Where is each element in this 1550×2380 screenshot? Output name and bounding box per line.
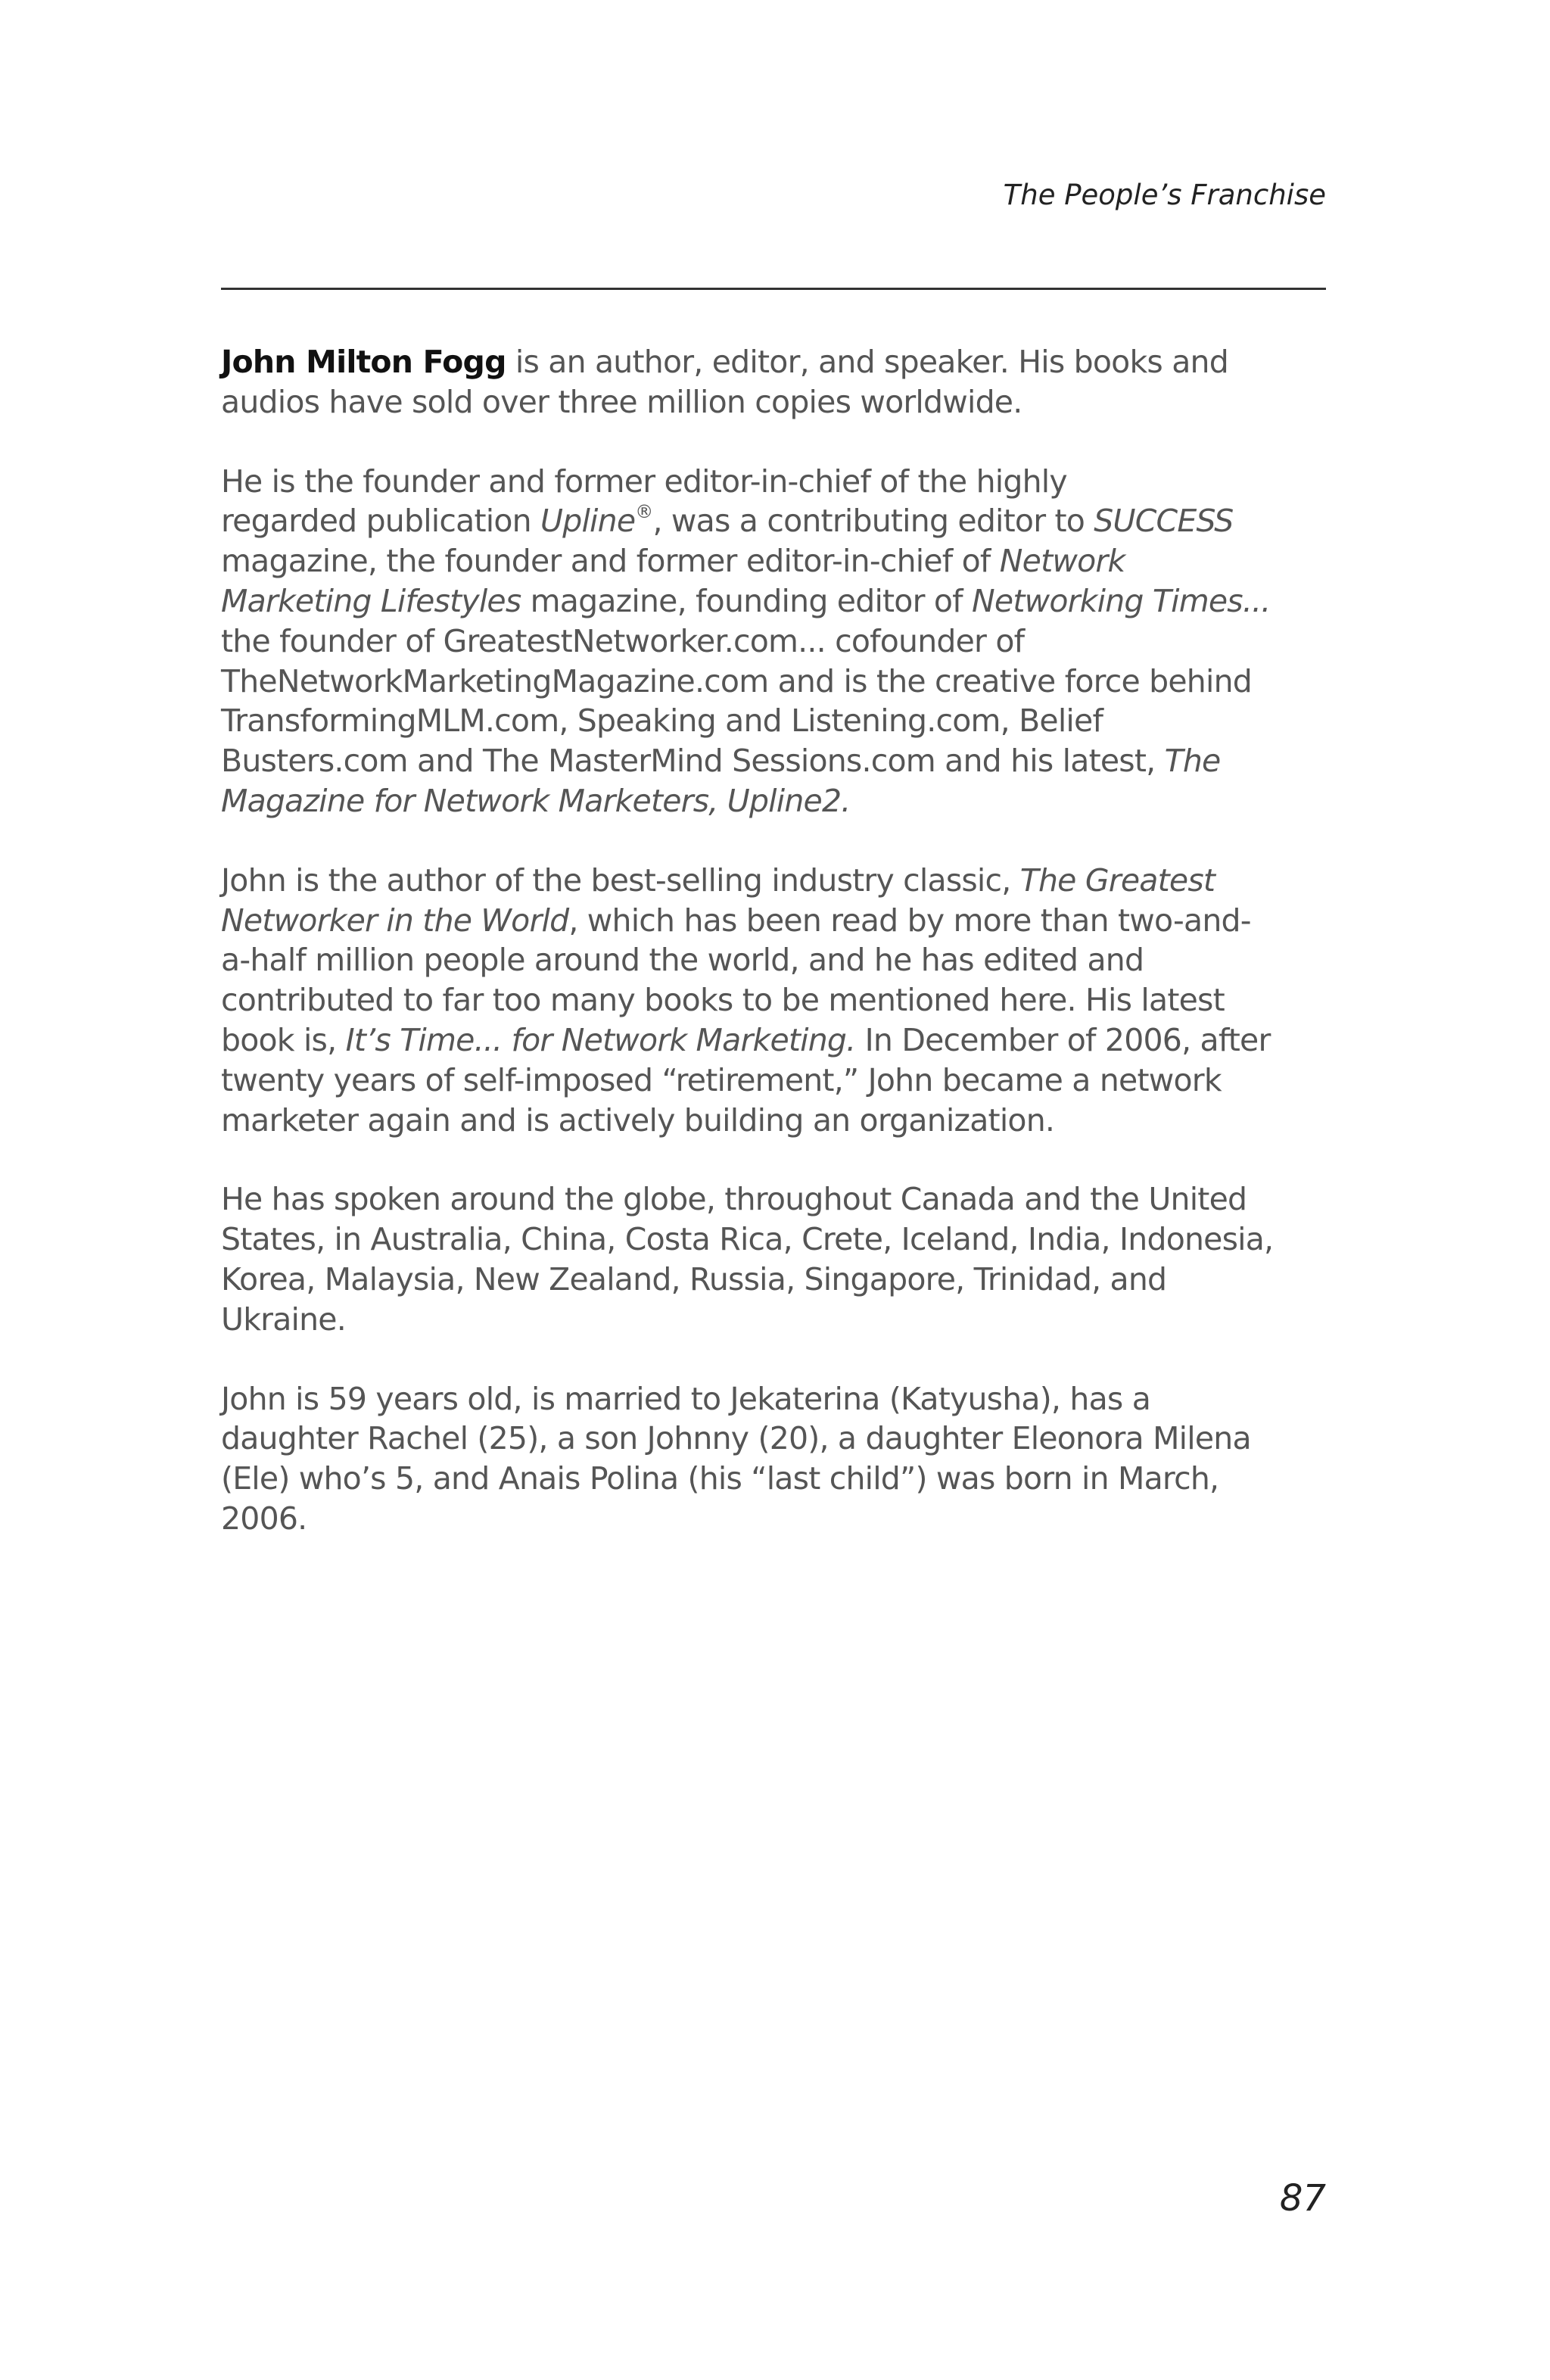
- book-title: Networker in the World: [221, 902, 569, 939]
- text-line: daughter Rachel (25), a son Johnny (20), a daughter Eleonora Milena: [221, 1420, 1251, 1457]
- text-line: audios have sold over three million copies worldwide.: [221, 383, 1022, 420]
- running-head: The People’s Franchise: [1003, 179, 1326, 211]
- text-run: magazine, founding editor of: [521, 582, 973, 619]
- bio-paragraph-1: [221, 342, 1326, 422]
- text-line: [221, 541, 1326, 581]
- text-line: He has spoken around the globe, throughout Canada and the United: [221, 1181, 1247, 1218]
- publication-title: Marketing Lifestyles: [221, 582, 521, 619]
- text-line: [221, 861, 1326, 901]
- text-run: regarded publication: [221, 503, 541, 540]
- author-name: John Milton Fogg: [221, 344, 506, 380]
- text-run: , was a contributing editor to: [652, 503, 1094, 540]
- text-line: TransformingMLM.com, Speaking and Listening.com, Belief: [221, 702, 1103, 740]
- text-line: Korea, Malaysia, New Zealand, Russia, Singapore, Trinidad, and: [221, 1260, 1167, 1297]
- book-title: It’s Time... for Network Marketing.: [345, 1021, 856, 1058]
- text-line: [221, 501, 1326, 541]
- bio-paragraph-2: [221, 462, 1326, 821]
- bio-paragraph-5: [221, 1379, 1326, 1539]
- text-run: In December of 2006, after: [855, 1021, 1271, 1058]
- text-line: (Ele) who’s 5, and Anais Polina (his “last child”) was born in March,: [221, 1460, 1219, 1497]
- publication-title: Magazine for Network Marketers, Upline2.: [221, 782, 851, 819]
- text-line: States, in Australia, China, Costa Rica, Crete, Iceland, India, Indonesia,: [221, 1221, 1274, 1258]
- text-line: marketer again and is actively building an organization.: [221, 1101, 1055, 1139]
- text-line: [221, 342, 1326, 382]
- bio-paragraph-4: [221, 1179, 1326, 1339]
- text-line: contributed to far too many books to be mentioned here. His latest: [221, 982, 1225, 1019]
- text-run: John is the author of the best-selling industry classic,: [221, 861, 1020, 899]
- publication-title: The: [1164, 743, 1221, 780]
- text-run: , which has been read by more than two-and-: [568, 902, 1251, 939]
- publication-title: Network: [999, 543, 1125, 580]
- book-title: The Greatest: [1019, 861, 1215, 899]
- text-line: He is the founder and former editor-in-chief of the highly: [221, 463, 1067, 500]
- text-line: [221, 741, 1326, 781]
- text-line: [221, 901, 1326, 941]
- publication-title: Upline: [540, 503, 636, 540]
- text-run: Busters.com and The MasterMind Sessions.com and his latest,: [221, 743, 1165, 780]
- author-bio: [221, 342, 1326, 1578]
- text-line: [221, 1020, 1326, 1061]
- bio-paragraph-3: [221, 861, 1326, 1141]
- publication-title: SUCCESS: [1094, 503, 1234, 540]
- registered-mark: ®: [635, 500, 653, 522]
- text-line: Ukraine.: [221, 1301, 346, 1338]
- text-line: the founder of GreatestNetworker.com... cofounder of: [221, 622, 1025, 659]
- page-number: 87: [1279, 2177, 1326, 2220]
- text-line: John is 59 years old, is married to Jekaterina (Katyusha), has a: [221, 1380, 1151, 1417]
- text-run: magazine, the founder and former editor-in-chief of: [221, 543, 1000, 580]
- text-line: [221, 581, 1326, 621]
- text-line: a-half million people around the world, and he has edited and: [221, 942, 1144, 979]
- header-rule: [221, 288, 1326, 290]
- text-line: twenty years of self-imposed “retirement,” John became a network: [221, 1061, 1222, 1098]
- publication-title: Networking Times...: [972, 582, 1271, 619]
- text-run: book is,: [221, 1021, 346, 1058]
- text-run: is an author, editor, and speaker. His books and: [506, 344, 1228, 380]
- text-line: TheNetworkMarketingMagazine.com and is the creative force behind: [221, 662, 1252, 699]
- text-line: 2006.: [221, 1500, 307, 1537]
- text-line: [221, 781, 1326, 821]
